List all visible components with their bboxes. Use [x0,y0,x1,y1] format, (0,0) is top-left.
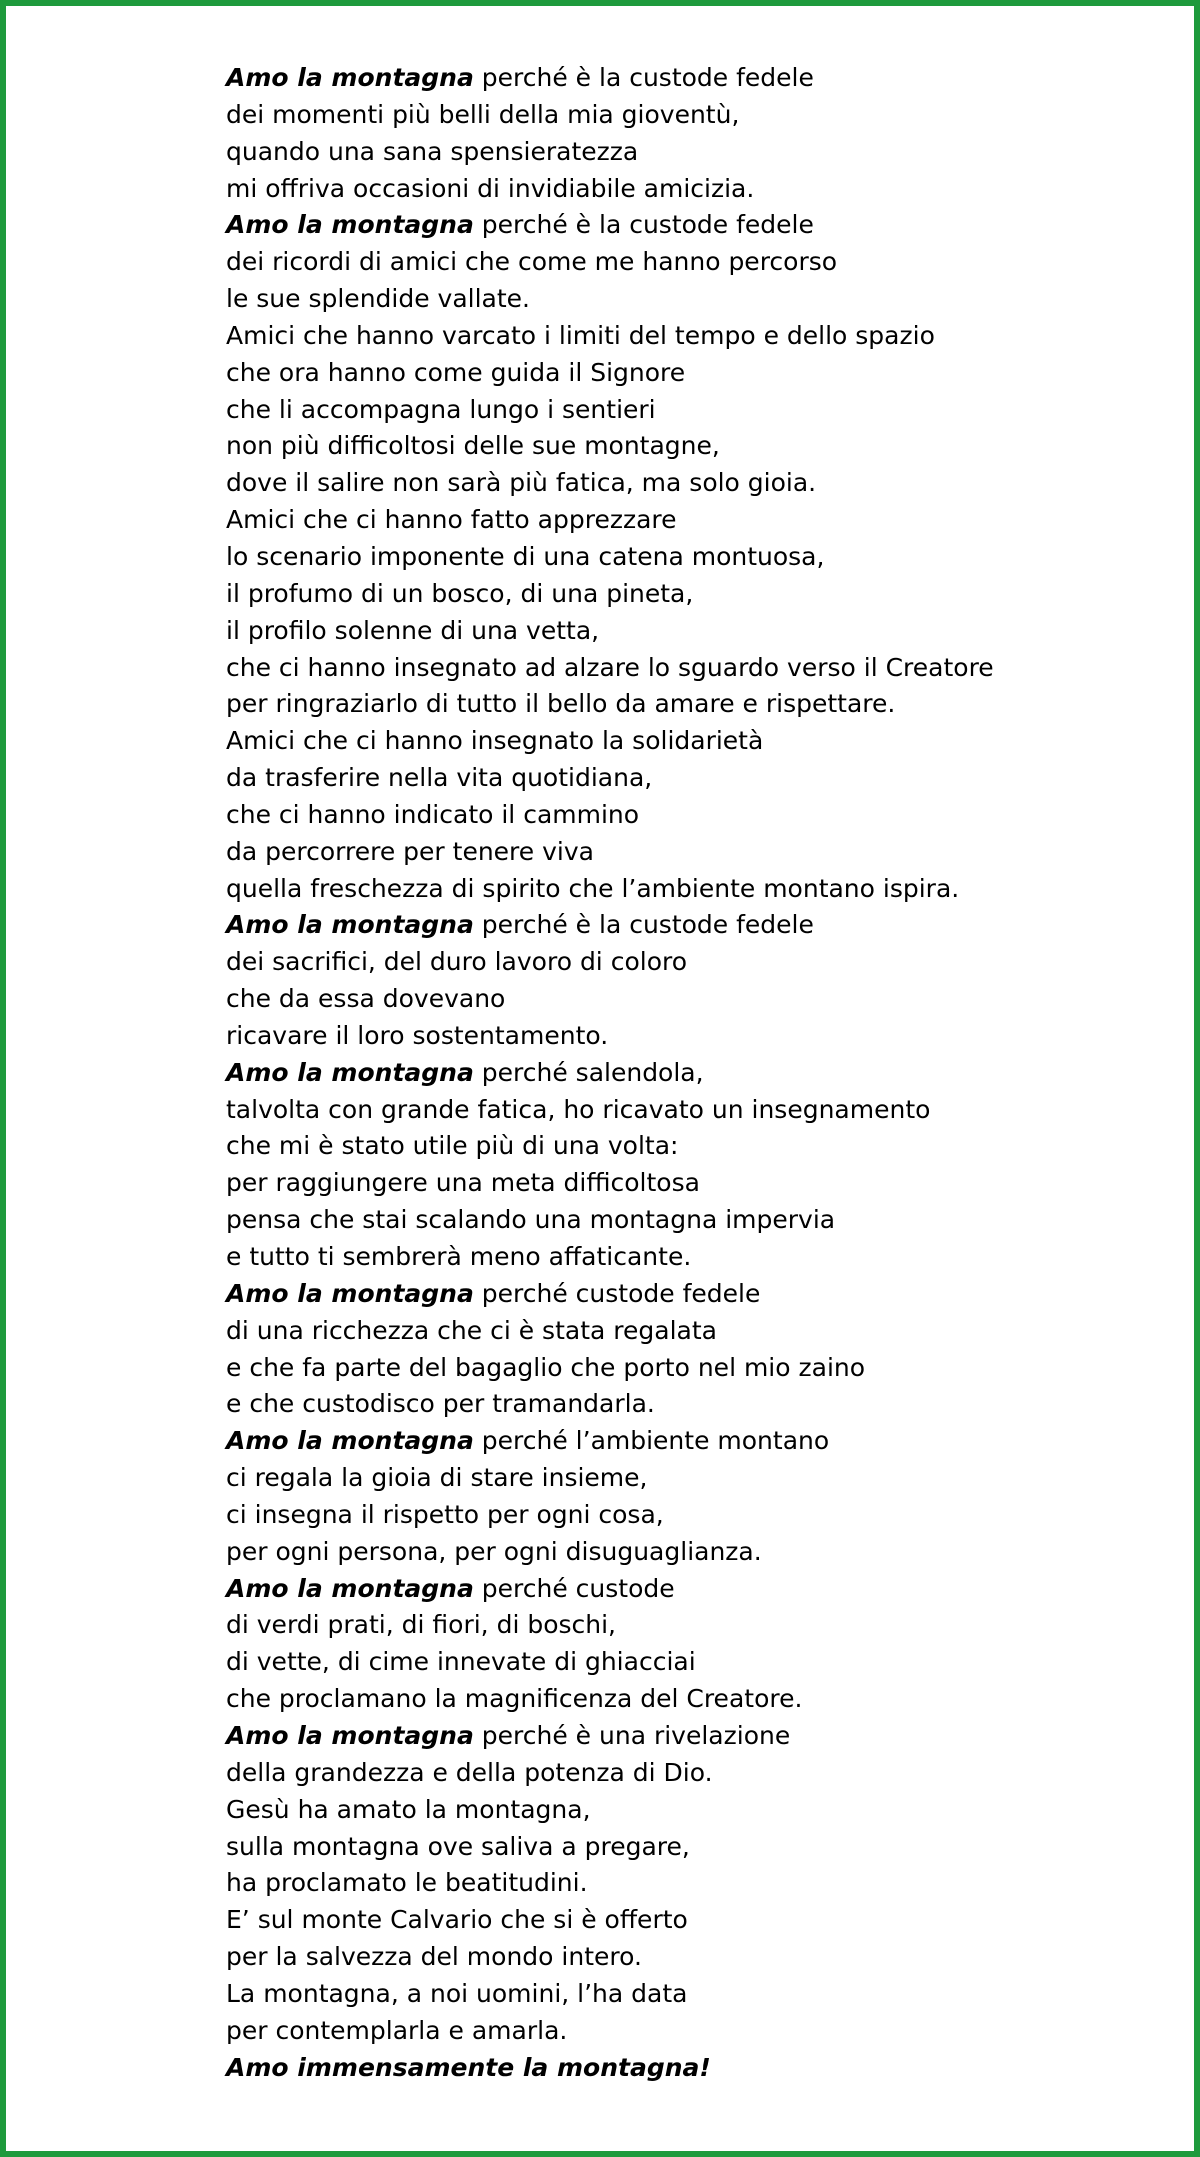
poem-line-emphasis: Amo la montagna [226,1278,474,1308]
poem-line [226,502,1126,539]
poem-line [226,1829,1126,1866]
poem-line-text: per raggiungere una meta difficoltosa [226,1168,700,1198]
poem-line [226,1276,1126,1313]
poem-line [226,723,1126,760]
poem-line [226,650,1126,687]
poem-line-text: da percorrere per tenere viva [226,836,594,866]
poem-line-text: le sue splendide vallate. [226,284,531,314]
poem-line [226,355,1126,392]
poem-line-text: ricavare il loro sostentamento. [226,1020,609,1050]
poem-line [226,2050,1126,2087]
poem-line-text: lo scenario imponente di una catena montuosa, [226,541,825,571]
poem-line-text: che da essa dovevano [226,984,506,1014]
poem-line [226,1018,1126,1055]
poem-line-text: e che fa parte del bagaglio che porto nel mio zaino [226,1352,866,1382]
poem-line-text: Amici che hanno varcato i limiti del tempo e dello spazio [226,320,935,350]
poem-line [226,1386,1126,1423]
poem-line-text: per contemplarla e amarla. [226,2015,568,2045]
poem-line [226,1792,1126,1829]
poem-line-text: dei sacrifici, del duro lavoro di coloro [226,947,688,977]
poem-line [226,797,1126,834]
poem-line [226,1939,1126,1976]
poem-line-text: perché salendola, [473,1057,704,1087]
poem-line [226,1165,1126,1202]
poem-line-emphasis: Amo la montagna [226,210,474,240]
poem-line [226,1571,1126,1608]
poem-line [226,1313,1126,1350]
poem-line [226,1718,1126,1755]
poem-line-text: che mi è stato utile più di una volta: [226,1131,679,1161]
poem-line-text: perché è la custode fedele [473,63,814,92]
poem-line [226,1644,1126,1681]
poem-line-text: perché è una rivelazione [473,1720,791,1750]
poem-line-emphasis: Amo la montagna [226,910,474,940]
poem-line [226,1423,1126,1460]
poem-line-emphasis: Amo la montagna [226,1720,474,1750]
poem-line [226,1239,1126,1276]
poem-line-text: ci insegna il rispetto per ogni cosa, [226,1499,664,1529]
poem-line-text: di una ricchezza che ci è stata regalata [226,1315,717,1345]
poem-line-text: Gesù ha amato la montagna, [226,1794,591,1824]
poem-line-text: E’ sul monte Calvario che si è offerto [226,1905,688,1935]
poem-line-text: perché custode [473,1573,675,1603]
poem-line-text: per la salvezza del mondo intero. [226,1942,642,1972]
poem-line [226,981,1126,1018]
poem-line-emphasis: Amo la montagna [226,1426,474,1456]
poem-line [226,613,1126,650]
poem-line [226,2013,1126,2050]
poem-line-text: che ci hanno indicato il cammino [226,799,640,829]
poem-line [226,1865,1126,1902]
poem-line-text: e tutto ti sembrerà meno affaticante. [226,1242,692,1271]
poem-line-text: che ora hanno come guida il Signore [226,357,686,387]
poem-line-text: talvolta con grande fatica, ho ricavato un insegnamento [226,1094,931,1124]
poem-line-text: dove il salire non sarà più fatica, ma solo gioia. [226,468,817,498]
poem-line [226,1755,1126,1792]
poem-line-text: di vette, di cime innevate di ghiacciai [226,1647,696,1677]
poem-line-emphasis: Amo la montagna [226,1057,474,1087]
poem-line [226,428,1126,465]
poem-line [226,318,1126,355]
poem-line-text: perché è la custode fedele [473,210,814,240]
poem-line-text: il profumo di un bosco, di una pineta, [226,578,694,608]
poem-line-text: per ringraziarlo di tutto il bello da amare e rispettare. [226,689,896,719]
poem-line [226,1607,1126,1644]
poem-line [226,281,1126,318]
poem-line-text: e che custodisco per tramandarla. [226,1389,655,1419]
poem-line [226,97,1126,134]
poem-line [226,686,1126,723]
poem-line-emphasis: Amo immensamente la montagna! [226,2052,711,2082]
poem-line-text: da trasferire nella vita quotidiana, [226,763,653,793]
poem-line-text: Amici che ci hanno insegnato la solidarietà [226,726,764,756]
poem-line [226,871,1126,908]
poem-line-text: Amici che ci hanno fatto apprezzare [226,505,677,535]
poem-line-text: ci regala la gioia di stare insieme, [226,1463,648,1493]
poem-line [226,1497,1126,1534]
poem-body [226,60,1126,2086]
poem-line-text: che ci hanno insegnato ad alzare lo sguardo verso il Creatore [226,652,994,682]
poem-line [226,1460,1126,1497]
poem-line-text: perché l’ambiente montano [473,1426,830,1456]
poem-line-text: che li accompagna lungo i sentieri [226,394,656,424]
poem-line [226,760,1126,797]
poem-line [226,1055,1126,1092]
poem-line-text: della grandezza e della potenza di Dio. [226,1757,713,1787]
poem-line [226,207,1126,244]
poem-line [226,1976,1126,2013]
poem-line-text: non più difficoltosi delle sue montagne, [226,431,720,461]
poem-line [226,392,1126,429]
poem-line [226,944,1126,981]
poem-line [226,1902,1126,1939]
poem-line-text: pensa che stai scalando una montagna impervia [226,1205,836,1235]
poem-line-text: perché è la custode fedele [473,910,814,940]
poem-line-emphasis: Amo la montagna [226,1573,474,1603]
poem-line [226,1128,1126,1165]
poem-line [226,907,1126,944]
poem-line-text: perché custode fedele [473,1278,761,1308]
poem-line-text: quella freschezza di spirito che l’ambiente montano ispira. [226,873,960,903]
poem-line-text: per ogni persona, per ogni disuguaglianza. [226,1536,762,1566]
poem-line [226,576,1126,613]
poem-line [226,539,1126,576]
poem-line-text: dei momenti più belli della mia gioventù, [226,99,740,129]
poem-line [226,60,1126,97]
poem-line [226,134,1126,171]
poem-line [226,465,1126,502]
poem-line [226,171,1126,208]
poem-line-text: che proclamano la magnificenza del Creatore. [226,1684,803,1714]
poem-line [226,1092,1126,1129]
poem-line-text: ha proclamato le beatitudini. [226,1868,588,1898]
poem-line [226,1681,1126,1718]
poem-line-text: quando una sana spensieratezza [226,136,639,166]
poem-line-text: sulla montagna ove saliva a pregare, [226,1831,690,1861]
poem-line-text: di verdi prati, di fiori, di boschi, [226,1610,617,1640]
poem-line [226,834,1126,871]
poem-line-text: dei ricordi di amici che come me hanno percorso [226,247,838,277]
poem-line [226,1350,1126,1387]
poem-line [226,1534,1126,1571]
poem-line [226,244,1126,281]
poem-line-text: mi offriva occasioni di invidiabile amicizia. [226,173,755,203]
poem-line [226,1202,1126,1239]
poem-line-text: il profilo solenne di una vetta, [226,615,600,645]
poem-line-emphasis: Amo la montagna [226,63,474,92]
poem-line-text: La montagna, a noi uomini, l’ha data [226,1978,688,2008]
